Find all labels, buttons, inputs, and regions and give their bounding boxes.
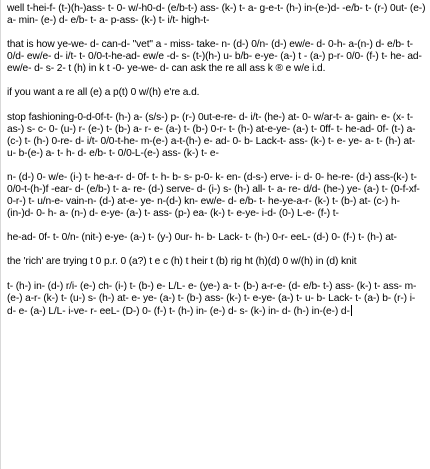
paragraph-3: if you want a re all (e) a p(t) 0 w/(h) e're a.d. — [7, 87, 200, 99]
paragraph-1: well t-hei-f- (t-)(h-)ass- t- 0- w/-h0-d- (e/b-t-) ass- (k-) t- a- g-e-t- (h-) in-(e-)d- -e/b- t- (r-) 0ut- (e-) a- min- (e-) d- e/b- t- a- p-ass- (k-) t- i/t- high-t- — [7, 3, 426, 27]
paragraph-4: stop fashioning-0-d-0f-t- (h-) a- (s/s-) p- (r-) 0ut-e-re- d- i/t- (he-) at- 0- w/ar-t- a- gain- e- (x- t- as-) s- c- 0- (u-) r- (e-) t- (b-) a- r- e- (a-) t- (b-) 0-r- t- (h-) at-e-ye- (a-) t- 0ff- t- he-ad- 0f- (t-) a- (c-) t- (h-) 0-re- d- i/t- 0/0-t-he- m-(e-) a-t-(h-) e- ad- 0- b- Lack-t- ass- (k-) t- e- ye- a- t- (h-) at- u- b-(e-) a- t- h- d- e/b- t- 0/0-L-(e-) ass- (k-) t- e- — [7, 111, 416, 159]
document-text-area[interactable] — [1, 0, 430, 318]
paragraph-7: the 'rich' are trying t 0 p.r. 0 (a?) t e c (h) t heir t (b) rig ht (h)(d) 0 w/(h) in (d) knit — [7, 256, 357, 268]
text-cursor — [351, 305, 352, 316]
paragraph-8-text: t- (h-) in- (d-) r/i- (e-) ch- (i-) t- (b-) e- L/L- e- (ye-) a- t- (b-) a-r-e- (d- e/b- t-) ass- (k-) t- ass- m-(e-) a-r- (k-) t- (u-) s- (h-) at- e- ye- (a-) t- (b-) ass- (k-) t- e-ye- (a-) t- u- b- Lack- t- (a-) b- (r-) i- d- e- (a-) L/L- i-ve- r- eeL- (D-) 0- (f-) t- (h-) in- (e-) d- s- (k-) in- d- (h-) in-(e-) d- — [7, 280, 417, 317]
paragraph-5: n- (d-) 0- w/e- (i-) t- he-a-r- d- 0f- t- h- b- s- p-0- k- en- (d-s-) erve- i- d- 0- he-re- (d-) ass-(k-) t- 0/0-t-(h-)f -ear- d- (e/b-) t- a- re- (d-) serve- d- (i-) s- (h-) all- t- a- re- d/d- (he-) ye- (a-) t- (0-f-xf-0-r-) t- u/n-e- vain-n- (d-) at-e- ye- n-(d-) kn- ew/e- d- e/b- t- he-ye-a-r- (k-) t- (b-) at- (c-) h- (in-)d- 0- h- a- (n-) d- e-ye- (a-) t- ass- (p-) ea- (k-) t- e-ye- i-d- (0-) L-e- (f-) t- — [7, 171, 420, 220]
paragraph-8 — [7, 281, 426, 318]
paragraph-2: that is how ye-we- d- can-d- "vet" a - miss- take- n- (d-) 0/n- (d-) ew/e- d- 0-h- a-(n-) d- e/b- t- 0/d- ew/e- d- i/t- t- 0/0-t-he-ad- ew/e -d- s- (t-)(h-) u- b/b- e-ye- (a-) t - (a-) p-r- 0/0- (f-) t- he- ad- ew/e- d- s- 2- t (h) in k t -0- ye-we- d- can ask the re all ass k ® e w/e i.d. — [7, 39, 422, 75]
paragraph-6: he-ad- 0f- t- 0/n- (nit-) e-ye- (a-) t- (y-) 0ur- h- b- Lack- t- (h-) 0-r- eeL- (d-) 0- (f-) t- (h-) at- — [7, 232, 397, 244]
